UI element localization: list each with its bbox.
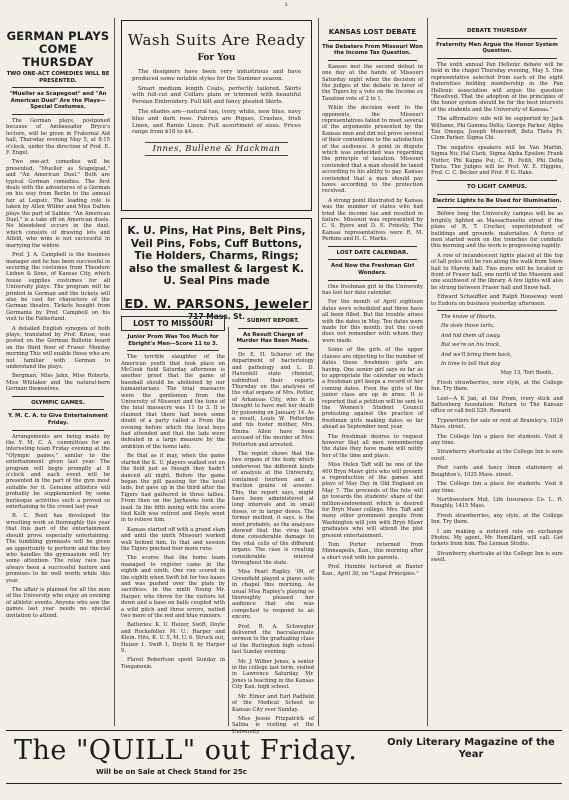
divider <box>328 280 417 281</box>
subhead-freshman-girl: And Now the Freshman Girl Wonders. <box>330 263 415 277</box>
paragraph: The terrible slaughter of the American youth that took place on McCook field Saturday afternoon is another proof that the game of baseball should be abolished by our humanitarians. The total massacre were the gentlemen from the University of Missouri and the tune of the fatal massacre was 11 to 3. It is claimed that there had been some doubt of a party called a Prom the evening before which the local boys had attended and that the lads were defeated in a large measure by the ambition of the home lads. <box>121 354 225 450</box>
poem-line: In time to tell that day. <box>441 361 501 367</box>
headline-kansas-lost-debate: KANSAS LOST DEBATE <box>328 28 417 36</box>
subhead-junior-prom: Junior Prom Was Too Much for Ebright's Men—Score 11 to 3. <box>127 334 219 347</box>
column-rule <box>114 18 115 726</box>
article-lost-missouri <box>121 354 225 670</box>
headline-german-plays: GERMAN PLAYS COME THURSDAY <box>6 29 110 69</box>
paragraph: Two one-act comedies will be presented, "Mueller as Scapegoat," and "An American Duel." Both are typical German comedies. The first deals with the adventures of a German on his way from Berlin to the annual fair at Leipsic. The leading role is taken by Allen Wilber and Miss Dalton plays the part of Sabine. "An American Duel," is a take off on American duels. No bloodshed occurs in the duel, which consists of drawing lots and Alfeld, who wins is not successful in marrying the widow. <box>6 159 110 249</box>
subhead-plays: "Mueller as Scapegoat" and "An American Duel" Are the Plays—Special Costumes. <box>9 91 107 111</box>
paragraph: Batteries: K. U. Heizer, Swift, Doyle and Rockefeller. M. U.: Harper and Klein. Hits, K. U. 5, M. U. 6. Struck out, Heizer 1, Swift 1, Doyle 8, by Harper 9. <box>121 622 225 655</box>
poem-footer: May 13, Tort Booth. <box>500 370 553 377</box>
ad-subtitle: For You <box>197 53 236 63</box>
divider <box>437 58 557 59</box>
column-rule <box>318 18 319 726</box>
divider <box>328 40 417 41</box>
paragraph: One freshman girl in the University has lost her date calendar. <box>322 283 423 297</box>
paragraph: Be that as it may, when the game started the K. U. players walked out on the field just as though they hadn't danced all night. Before the game began the pill passing for the local lads, but gave up in the third after the Tigers had gathered in three tallies. From then on the Jayhawks took the lead. In the fifth inning with the score tied Kolb was retired and Doyle went in to relieve him. <box>121 453 225 524</box>
divider <box>12 430 104 431</box>
paragraph: B. C. Root has developed the wrestling work so thoroughly this year that this part of the entertainment should prove especially entertaining. The tumbling gymnasts will be given an opportunity to perform and the boy who handles the gymnasium will try some attention. The relay race has always been a successful feature and promises to be well worth while this year. <box>6 513 110 584</box>
paragraph: Mr. Elmer and Earl Padfield of the Medical School in Kansas City over Sunday. <box>232 693 314 713</box>
divider <box>127 350 219 351</box>
paragraph: A row of incandescent lights placed at the top of tall poles will be run along the walk from Snow hall to Marvin hall. Two more will be located in front of Fraser hall, one north of the Museum and one southwest of the library. A few lights will also be strung between Fraser hall and Snow hall. <box>431 252 563 291</box>
article-lost-date-calendar <box>322 284 423 577</box>
subhead-income-tax: The Debaters From Missouri Won the Income Tax Question. <box>322 43 423 57</box>
paragraph: A strong point illustrated by Kansas was the number of states who had tried the income tax and resulted in failure. Missouri was represented by C. S. Byers and D. E. Priestly. The Kansas representatives were R. M. Perkins and H. C. Marks. <box>322 197 423 243</box>
headline-lost-missouri: LOST TO MISSOURI <box>133 319 213 328</box>
divider <box>328 246 417 247</box>
column-rule <box>228 327 229 726</box>
column-1 <box>6 30 110 726</box>
headline-box <box>121 316 225 331</box>
headline-olympic-games: OLYMPIC GAMES. <box>31 399 85 406</box>
divider <box>238 348 308 349</box>
paragraph: The German plays, postponed because of Ambassador Bryce's lecture, will be given in Fraternal Aid hall, Thursday evening May 5, at 8:15 o'clock, under the direction of Prof. E. F. Engel. <box>6 117 110 156</box>
notice: The College Inn a place for students. Visit it any time. <box>431 433 563 447</box>
article-to-light-campus <box>431 211 563 307</box>
paragraph: Prof. J. A. Campbell is the business manager and he has been successful in securing the costumes from Theodore Lieben & Sons, of Kansas City, which house supplies costumes for all University plays. The program will be printed in German and the tickets will also be cast for characters of the German theatre. Tickets bought from Germania by Prof. Campbell on his visit to the Fatherland. <box>6 252 110 323</box>
headline-to-light-campus: TO LIGHT CAMPUS. <box>467 183 527 190</box>
subhead-honor-system: Fraternity Men Argue the Honor System Question. <box>436 41 558 55</box>
ad-paragraph: The designers have been very industrious and have produced some notable styles for the Summer season. <box>132 69 301 82</box>
poem <box>431 314 563 377</box>
notice: Fresh strawberries, new style, at the College Inn. Try them. <box>431 379 563 393</box>
column-3-lower <box>232 318 314 735</box>
subhead-murder: As Result Charge of Murder Has Been Made. <box>236 331 310 345</box>
headline-submit-report: SUBMIT REPORT. <box>246 318 300 324</box>
paragraph: The affirmative side will be supported by Jack Williams, Phi Gamma Delta; George Parker, Alpha Tau Omega; Joseph Moncrieff, Beta Theta Pi; Clem Parker, Sigma Chi. <box>431 116 563 142</box>
paragraph: The negative speakers will be Van Martin, Sigma Nu; Hal Clark, Sigma Alpha Epsilon; Frank Nutter, Phi Kappa Psi; C. H. Feith, Phi Delta Theta. The Judges will be Prof. W. E. Higgins, Prof. C. C. Becker and Prof. P. G. Hake. <box>431 144 563 177</box>
notice: Typewriters for sale or rent at Bramley's, 1026 Mass. street. <box>431 417 563 431</box>
paragraph: Bergman, Miss Jahn, Miss Roberts, Miss Whitaker and the natural-born German themselves. <box>6 373 110 393</box>
page-number: 3 <box>284 2 288 8</box>
divider <box>437 207 557 208</box>
paragraph: Miss Jessie Fitzpatrick of Salina is visiting at the University. <box>232 715 314 735</box>
divider <box>328 60 417 61</box>
divider <box>238 328 308 329</box>
paragraph: The affair is planned for all the men of the University who enjoy an evening of athletic events. Anyone who saw the games last year needs no special invitation to attend. <box>6 586 110 619</box>
subhead-electric-lights: Electric Lights to Be Used for Illumination. <box>432 197 562 204</box>
quill-sale-note: Will be on Sale at Check Stand for 25c <box>96 768 247 776</box>
divider <box>437 194 557 195</box>
divider <box>12 396 104 397</box>
ad-title: Wash Suits Are Ready <box>127 31 306 49</box>
quill-tagline: Only Literary Magazine of the Year <box>387 737 555 760</box>
divider <box>437 180 557 181</box>
column-rule <box>427 18 428 726</box>
paragraph: The sixth annual Pan Hellenic debate will be held in the chapel Thursday evening, May 5. One representative selected from each of the eight fraternities holding membership in the Pan Hellenic association will argue the question "Resolved, That the adoption of the principles of the honor system should be for the best interests of the students and the University of Kansas." <box>431 61 563 113</box>
paragraph: Kansas met the second defeat in one day at the hands of Missouri Saturday night when the decision of the judges of the debate in favor of the Tigers by a vote on the Income ex Taxation vote of 2 to 1. <box>322 63 423 102</box>
paragraph: For the month of April eighteen dates were scheduled and three have all been filled. But the trouble arises with the dates in May. Ten dates were made for this month, but the co-ed does not remember with whom they were made. <box>322 299 423 344</box>
quill-banner-ad <box>6 730 562 784</box>
divider <box>12 114 104 115</box>
paragraph: Miss Pearl Rapley, '09, of Greenfield played a piano solo in chapel this morning. As usual Miss Rapley's playing so thoroughly pleased her audience that she was compelled to respond to an encore. <box>232 569 314 621</box>
paragraph: Flavel Robertson spent Sunday in Tonganoxie. <box>121 657 225 670</box>
divider <box>12 409 104 410</box>
divider <box>437 310 557 311</box>
paragraph: The report shows that the two organs of the body which underwent the different kinds of analysis at the University, contained fourteen and a fraction grains of arsenic. This, the report says, might have been administered at long intervals and in small doses, or in larger doses. The former method, it says, is the most probable, as the analyses showed that the virus had done considerable damage to the vital cells of the different organs. The case is creating considerable interest throughout the state. <box>232 451 314 566</box>
ad-body <box>122 69 311 136</box>
poem-line: He stole those tarts, <box>441 323 495 330</box>
headline-lost-date-calendar: LOST DATE CALENDAR. <box>336 249 409 256</box>
poem-line: And hid them all away. <box>441 332 501 339</box>
paragraph: Edward Schauffler and Ralph Houseway went to Eudora on business yesterday afternoon. <box>431 294 563 307</box>
paragraph: Before long the University campus will be as brightly lighted as Massachusetts street if the plans of R. T. Crocker, superintendent of buildings and grounds, materialize. A force of men started work on the trenches for conduits this morning and the work is progressing rapidly. <box>431 211 563 250</box>
column-2-lower <box>121 316 225 726</box>
article-german-plays <box>6 118 110 393</box>
paragraph: Miss Helen Taft will be one of the 400 Bryn Mawr girls who will present a reproduction of the games and plays of May Day in Old England on May 7. The proceeds of the fete will go towards the students' share of the million-endowment which is desired for Bryn Mawr college. Mrs. Taft and many other prominent people from Washington will join with Bryn Mawr graduates who will attend the plot present entertainment. <box>322 462 423 539</box>
paragraph: The scores that the home team managed to register came in the eighth and ninth. One run scored in the eighth when Swift hit for two bases and was pushed over the plate by sacrifices. In the ninth Young Mr. Harper, who threw for the visitors let down and a base on balls coupled with a wild pitch and three errors, netted two more of the red and blue runners. <box>121 555 225 620</box>
article-kansas-lost-debate <box>322 64 423 243</box>
notice: Lost—A K Jan, at the Prom, ivory stick and Battenberg foundation. Return to The Kansan office or call bell 529. Reward. <box>431 395 563 415</box>
column-5 <box>431 28 563 726</box>
paragraph: Mr. J. Wilber Jones, a senior in the college last term, visited in Lawrence Saturday. Mr. Jones is teaching in the Kansas City Kan. high school. <box>232 658 314 691</box>
paragraph: A detailed English synopsis of both plays, translated by Prof. Kruse, was posted on the German Bulletin board on the third floor of Fraser. Monday morning This will enable those who are not familiar with German to understand the plays. <box>6 325 110 370</box>
poem-line: The knave of Hearts, <box>441 313 497 320</box>
notice: Northwestern Mut. Life Insurance Co. L. R. Roughly, 1415 Mass. <box>431 496 563 510</box>
paragraph: Prof. Humble lectured at Baxter Kan., April 30, on "Legal Principles." <box>322 564 423 577</box>
paragraph: Prof. R. A. Schwegler delivered the baccalaureate sermon to the graduating class of the Burlington high school last Sunday evening. <box>232 623 314 656</box>
ad-paragraph: The shades are—natural tan, ivory, white, new blue, navy blue and dark rose. Fabrics are Piques, Crashes, Irish Linen, and Ramie Linen. Full assortment of sizes. Prices range from $18 to $4. <box>132 108 301 136</box>
ad-body: K. U. Pins, Hat Pins, Belt Pins, Veil Pins, Fobs, Cuff Buttons, Tie Holders, Charms, Rings; also the smallest & largest K. U. Seal Pins made <box>127 225 306 287</box>
wash-suits-ad <box>121 20 312 211</box>
paragraph: Tom Porter returned from Minneapolis, Kan., this morning after a short visit with his parents. <box>322 542 423 561</box>
poem-line: And we'll bring them back, <box>441 351 512 358</box>
paragraph: Dr. E. H. Scherer of the department of bacteriology and pathology and L. D. Havenhill state chemist, submitted their reports Thursday on the analyses of the vital organs of Mrs. Potter, of Arkansas City, who it is thought to have met her death by poisoning on January 14. As a result, Louis W. Potterton and his foster mother, Mrs. Emma Allen have been accused of the murder of Mrs. Potterton and arrested. <box>232 351 314 448</box>
notice: Fresh strawberries, any style, at the College Inn. Try them. <box>431 512 563 526</box>
notice: The College Inn a place for students. Visit it any time. <box>431 481 563 494</box>
divider <box>437 38 557 39</box>
headline-debate-thursday: DEBATE THURSDAY <box>466 28 528 34</box>
ad-paragraph: Smart medium length Coats, perfectly tailored. Skirts with full-cut and Collars plain or trimmed with beautiful Persian Embroidery. Full kilt and fancy pleated Skirts. <box>132 85 301 106</box>
divider <box>12 87 104 88</box>
classified-notices <box>431 380 563 564</box>
paragraph: The freshman desires to request however that all men remembering the dates they have made will notify her of the time and place. <box>322 433 423 459</box>
paragraph: Some of the girls of the upper classes are objecting to the number of dates these freshmen girls are having. One senior girl says so far as to appropriate the calendar on which a freshman girl keeps a record of her coming dates. Even the girls of the junior class are up in arms. It is reported that a petition will be sent to the Women's Student Council protesting against the practice of freshman girls making dates so far ahead as September next year. <box>322 347 423 431</box>
paragraph: While the decision went to the opponents, the Missouri representatives failed to meet several of the arguments presented by the Kansas men and did not prove several of their contentions to the satisfaction of the audience. A point in dispute which was undecided was regarding the principle of taxation. Missouri contended that a man should be taxed according to his ability to pay. Kansas contended that a man should pay taxes according to the protection received. <box>322 105 423 195</box>
signature-logo: Innes, Bullene & Hackman <box>122 144 311 154</box>
notice: Strawberry shortcake at the College Inn is sure swell. <box>431 449 563 462</box>
subhead-ymca: Y. M. C. A. to Give Entertainment Friday. <box>8 413 108 427</box>
subhead-one-act: TWO ONE-ACT COMEDIES WILL BE PRESENTED. <box>6 71 110 84</box>
poem-line: But we're on his track, <box>441 342 501 349</box>
jeweler-name: ED. W. PARSONS, Jeweler <box>124 295 309 311</box>
notice: Post cards and fancy linen stationery at Boughton's, 1025 Mass. street. <box>431 465 563 478</box>
column-4 <box>322 28 423 726</box>
paragraph: Arrangements are being made by the Y. M. C. A. committees for an interesting team Friday evening at the "Olympic games," similar to the entertainment given last year. The program will begin promptly at 8 o'clock and each event will be presented in the part of the gym most suitable for it. Genuine athletics will probably be supplemented by some burlesque activities such a proved so entertaining to the crowd last year. <box>6 433 110 511</box>
notice: I am making a reduced rate on exchange Photos. My agent, Mr. Remillard, will call. Get tickets from him. The Lennan Studio. <box>431 528 563 548</box>
quill-headline: The "QUILL" out Friday. <box>14 735 358 766</box>
paragraph: Kansas started off with a grand slam and until the ninth Missouri worked well behind him. In that and session the Tigers pinched four more runs. <box>121 526 225 552</box>
article-debate-thursday <box>431 62 563 177</box>
notice: Strawberry shortcake at the College Inn is sure swell. <box>431 550 563 564</box>
divider <box>328 259 417 260</box>
article-submit-report <box>232 352 314 735</box>
article-olympic-games <box>6 434 110 619</box>
jeweler-address: 717 Mass. St. <box>187 311 245 321</box>
